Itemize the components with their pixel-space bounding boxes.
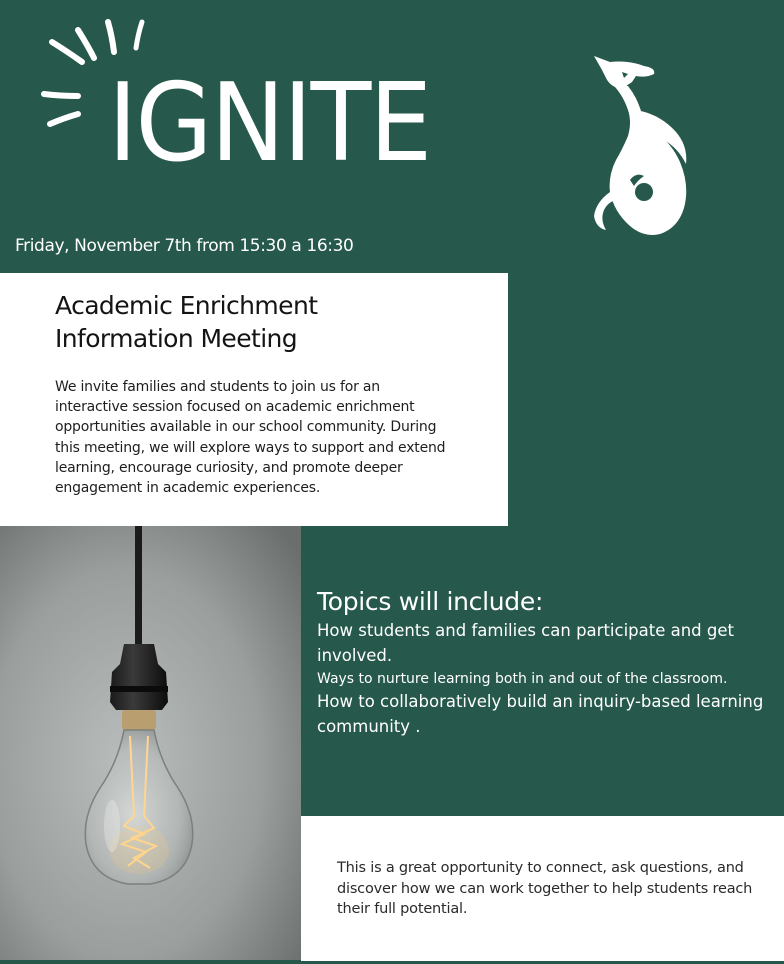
- page-title: IGNITE: [108, 61, 431, 186]
- topics-section: [317, 586, 779, 739]
- event-date: Friday, November 7th from 15:30 a 16:30: [15, 236, 354, 256]
- topic-item-participation: How students and families can participate and get involved.: [317, 621, 734, 665]
- meeting-title: [55, 289, 475, 355]
- meeting-title-line-2: Information Meeting: [55, 324, 298, 353]
- closing-message: This is a great opportunity to connect, ask questions, and discover how we can work together to help students reach their full potential.: [337, 860, 753, 917]
- closing-card: [301, 816, 784, 961]
- dragon-logo-icon: [588, 52, 692, 240]
- meeting-description: We invite families and students to join us for an interactive session focused on academic enrichment opportunities available in our school community. During this meeting, we will explore ways to support and extend learning, encourage curiosity, and promote deeper engagement in academic experiences.: [55, 379, 446, 497]
- topics-heading: Topics will include:: [317, 587, 544, 616]
- meeting-title-line-1: Academic Enrichment: [55, 291, 318, 320]
- topic-item-nurture-learning: Ways to nurture learning both in and out of the classroom.: [317, 671, 728, 687]
- topic-item-inquiry-community: How to collaboratively build an inquiry-based learning community .: [317, 692, 764, 736]
- info-card: [0, 273, 508, 526]
- light-bulb-photo: [0, 526, 301, 960]
